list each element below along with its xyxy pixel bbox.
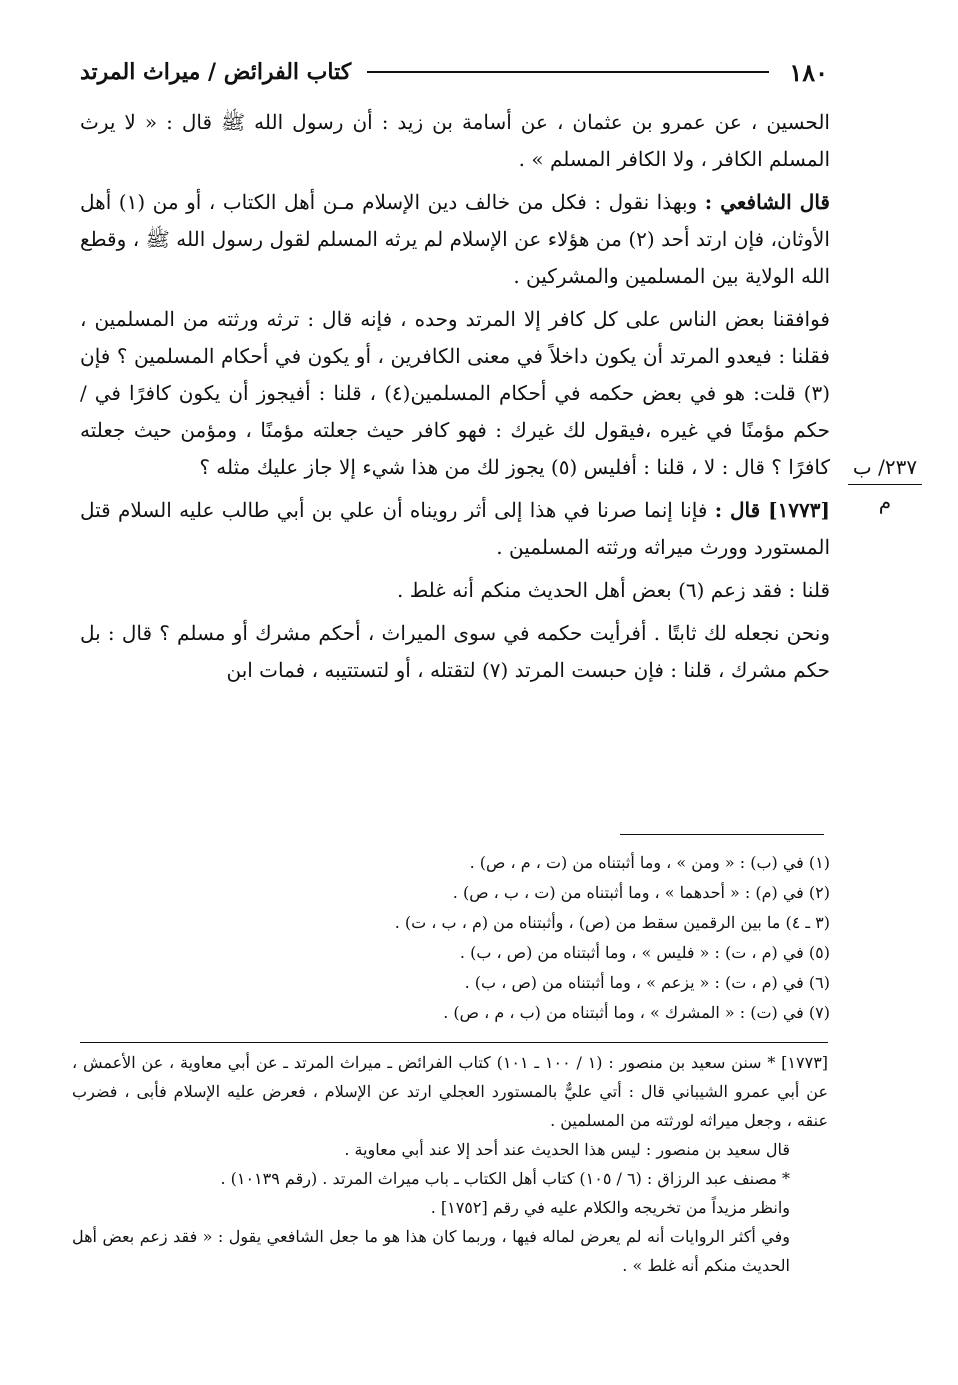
paragraph-2 — [80, 184, 830, 295]
references-separator — [80, 1042, 828, 1043]
margin-sigla: م — [878, 490, 892, 514]
reference-1773: [١٧٧٣] * سنن سعيد بن منصور : (١ / ١٠٠ ـ ١٠١) كتاب الفرائض ـ ميراث المرتد ـ عن أبي معاوية ، عن الأعمش ، عن أبي عمرو الشيباني قال : أتي عليٌّ بالمستورد العجلي ارتد عن الإسلام ، فعرض عليه الإسلام فأبى ، فضرب عنقه ، وجعل ميراثه لورثته من المسلمين . — [72, 1053, 829, 1130]
footnote: (١) في (ب) : « ومن » ، وما أثبتناه من (ت ، م ، ص) . — [469, 853, 830, 872]
running-title: كتاب الفرائض / ميراث المرتد — [80, 59, 352, 85]
paragraph-4-body: فإنا إنما صرنا في هذا إلى أثر رويناه أن علي بن أبي طالب عليه السلام قتل المستورد وورث ميراثه ورثته المسلمين . — [80, 498, 830, 559]
paragraph-1: الحسين ، عن عمرو بن عثمان ، عن أسامة بن زيد : أن رسول الله ﷺ قال : « لا يرث المسلم الكافر ، ولا الكافر المسلم » . — [80, 110, 830, 171]
header-rule — [367, 71, 769, 73]
paragraph-5: قلنا : فقد زعم (٦) بعض أهل الحديث منكم أنه غلط . — [396, 578, 830, 602]
paragraph-4 — [80, 492, 830, 566]
margin-rule — [848, 484, 922, 485]
footnote-separator — [620, 834, 824, 835]
paragraph-4-lead: [١٧٧٣] قال : — [714, 498, 830, 522]
reference-note: * مصنف عبد الرزاق : (٦ / ١٠٥) كتاب أهل الكتاب ـ باب ميراث المرتد . (رقم ١٠١٣٩) . — [220, 1169, 790, 1188]
footnote: (٥) في (م ، ت) : « فليس » ، وما أثبتناه من (ص ، ب) . — [459, 943, 830, 962]
main-text — [80, 104, 830, 695]
reference-note: قال سعيد بن منصور : ليس هذا الحديث عند أحد إلا عند أبي معاوية . — [344, 1140, 790, 1159]
footnote: (٢) في (م) : « أحدهما » ، وما أثبتناه من (ت ، ب ، ص) . — [452, 883, 830, 902]
footnotes — [80, 848, 830, 1028]
footnote: (٦) في (م ، ت) : « يزعم » ، وما أثبتناه من (ص ، ب) . — [464, 973, 830, 992]
reference-note: وفي أكثر الروايات أنه لم يعرض لماله فيها ، وربما كان هذا هو ما جعل الشافعي يقول : « فقد زعم بعض أهل الحديث منكم أنه غلط » . — [72, 1227, 790, 1275]
paragraph-6: ونحن نجعله لك ثابتًا . أفرأيت حكمه في سوى الميراث ، أحكم مشرك أو مسلم ؟ قال : بل حكم مشرك ، قلنا : فإن حبست المرتد (٧) لتقتله ، أو لتستتيبه ، فمات ابن — [80, 621, 830, 682]
margin-folio: ٢٣٧/ ب — [852, 455, 918, 479]
footnote: (٧) في (ت) : « المشرك » ، وما أثبتناه من (ب ، م ، ص) . — [443, 1003, 830, 1022]
paragraph-2-body: وبهذا نقول : فكل من خالف دين الإسلام مـن أهل الكتاب ، أو من (١) أهل الأوثان، فإن ارتد أحد (٢) من هؤلاء عن الإسلام لم يرثه المسلم لقول رسول الله ﷺ ، وقطع الله الولاية بين المسلمين والمشركين . — [80, 190, 830, 288]
paragraph-3: فوافقنا بعض الناس على كل كافر إلا المرتد وحده ، فإنه قال : ترثه ورثته من المسلمين ، فقلنا : فيعدو المرتد أن يكون داخلاً في معنى الكافرين ، أو يكون في أحكام المسلمين ؟ فإن (٣) قلت: هو في بعض حكمه في أحكام المسلمين(٤) ، قلنا : أفيجوز أن يكون كافرًا في / حكم مؤمنًا في غيره ،فيقول لك غيرك : فهو كافر حيث جعلته مؤمنًا ، ومؤمن حيث جعلته كافرًا ؟ قال : لا ، قلنا : أفليس (٥) يجوز لك من هذا شيء إلا جاز عليك مثله ؟ — [80, 307, 831, 479]
margin-folio-note — [842, 452, 928, 517]
paragraph-2-lead: قال الشافعي : — [704, 190, 830, 214]
page-number: ١٨٠ — [789, 57, 828, 87]
running-header — [80, 52, 828, 92]
reference-notes — [72, 1048, 828, 1280]
footnote: (٣ ـ ٤) ما بين الرقمين سقط من (ص) ، وأثبتناه من (م ، ب ، ت) . — [394, 913, 830, 932]
reference-note: وانظر مزيداً من تخريجه والكلام عليه في رقم [١٧٥٢] . — [430, 1198, 790, 1217]
